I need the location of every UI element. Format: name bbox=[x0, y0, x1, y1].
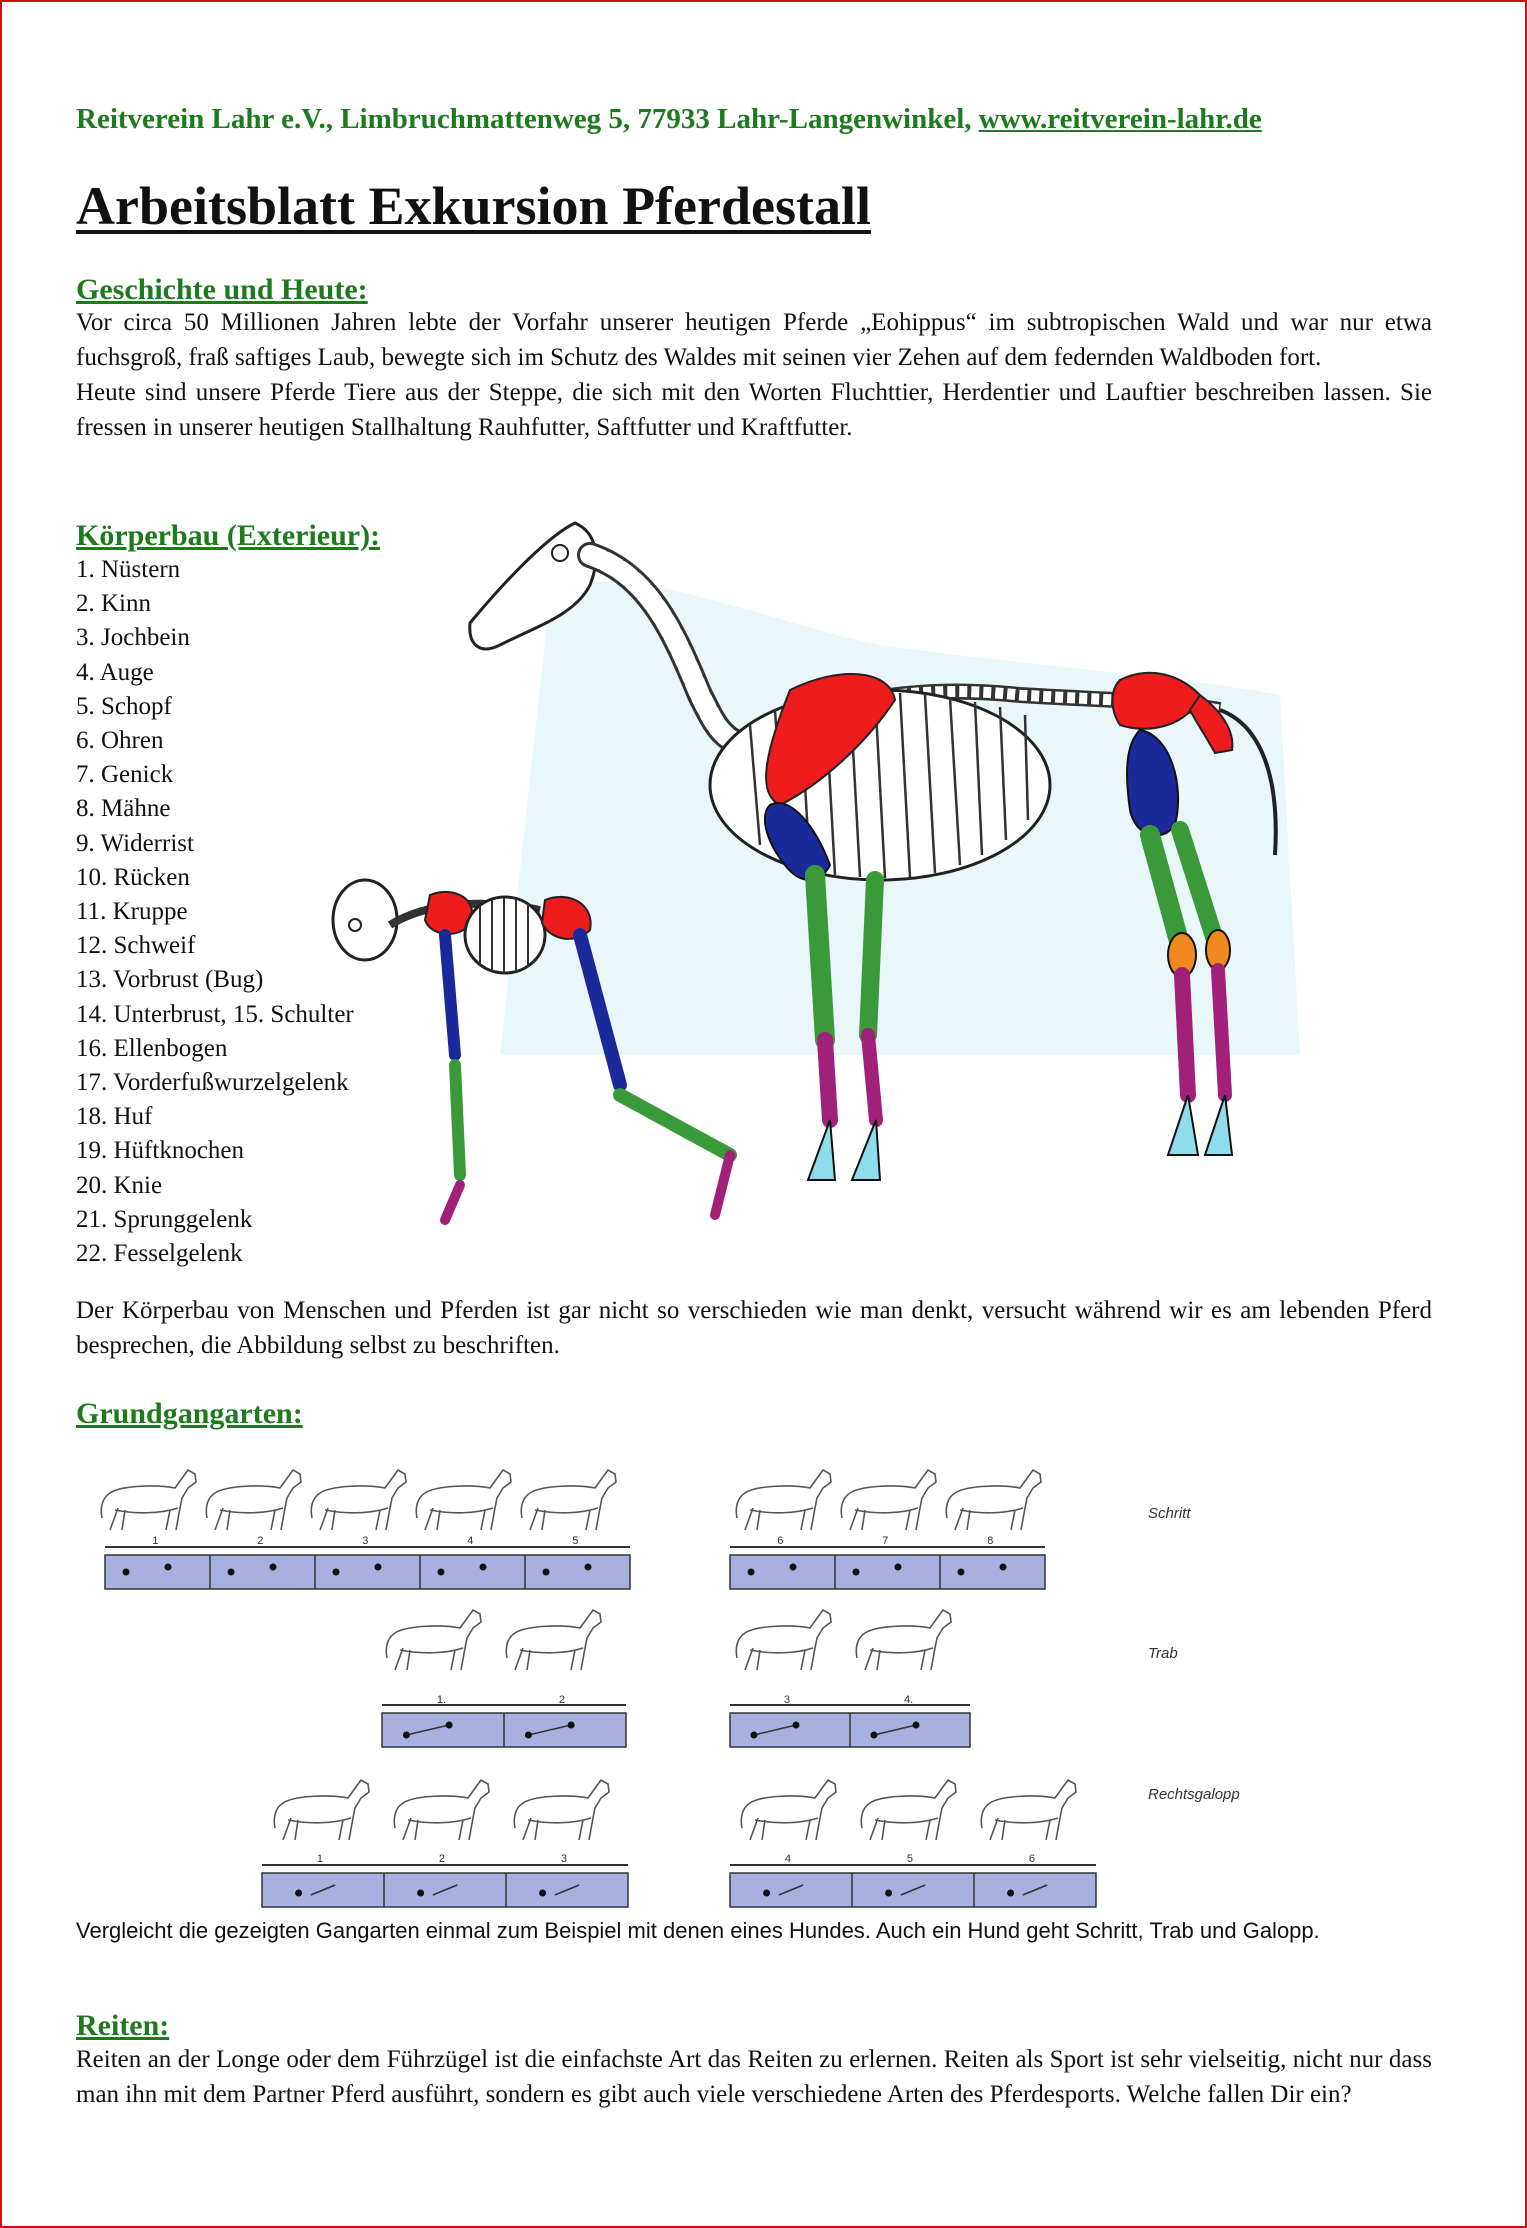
gait-frame-number: 3 bbox=[784, 1694, 791, 1706]
gait-frame-number: 8 bbox=[987, 1535, 994, 1547]
horse-front-hoof-2 bbox=[852, 1120, 880, 1180]
anatomy-item: 17. Vorderfußwurzelgelenk bbox=[76, 1069, 349, 1097]
horse-gait-figure bbox=[841, 1470, 936, 1530]
footfall-dot bbox=[885, 1890, 892, 1897]
gait-frame-number: 2 bbox=[438, 1853, 446, 1865]
horse-front-forearm bbox=[815, 875, 825, 1040]
anatomy-list bbox=[76, 553, 354, 1271]
footfall-dot bbox=[585, 1564, 592, 1571]
footfall-dot bbox=[403, 1732, 410, 1739]
anatomy-item: 5. Schopf bbox=[76, 692, 172, 720]
footfall-dot bbox=[417, 1890, 424, 1897]
horse-gait-figure bbox=[981, 1780, 1076, 1840]
human-foot bbox=[715, 1155, 730, 1215]
gait-frame-number: 5 bbox=[572, 1535, 579, 1547]
footfall-dot bbox=[333, 1569, 340, 1576]
gait-frame-number: 2 bbox=[257, 1535, 264, 1547]
footfall-dot bbox=[228, 1569, 235, 1576]
anatomy-item: 16. Ellenbogen bbox=[76, 1034, 228, 1062]
footfall-strip bbox=[105, 1555, 630, 1589]
anatomy-item: 11. Kruppe bbox=[76, 898, 188, 926]
horse-gait-figure bbox=[506, 1610, 601, 1670]
gait-frame-number: 7 bbox=[882, 1535, 889, 1547]
horse-gait-figure bbox=[736, 1470, 831, 1530]
gaits-note: Vergleicht die gezeigten Gangarten einmal zum Beispiel mit denen eines Hundes. Auch ein Hund geht Schritt, Trab und Galopp. bbox=[76, 1918, 1320, 1943]
horse-gait-figure bbox=[206, 1470, 301, 1530]
horse-gait-figure bbox=[741, 1780, 836, 1840]
footfall-dot bbox=[913, 1722, 920, 1729]
horse-front-hoof bbox=[808, 1120, 835, 1180]
footfall-dot bbox=[1007, 1890, 1014, 1897]
anatomy-item: 2. Kinn bbox=[76, 590, 151, 618]
anatomy-item: 18. Huf bbox=[76, 1103, 153, 1131]
gait-frame-number: 4 bbox=[467, 1535, 474, 1547]
footfall-dot bbox=[853, 1569, 860, 1576]
horse-gait-figure bbox=[274, 1780, 369, 1840]
history-paragraph-2: Heute sind unsere Pferde Tiere aus der Steppe, die sich mit den Worten Fluchttier, Herdentier und Lauftier beschreiben lassen. Sie fressen in unserer heutigen Stallhaltung Rauhfutter, Saftfutter und Kraftfutter. bbox=[76, 379, 1432, 441]
anatomy-item: 9. Widerrist bbox=[76, 829, 194, 857]
gait-frame-number: 4 bbox=[784, 1853, 792, 1865]
anatomy-item: 10. Rücken bbox=[76, 863, 190, 891]
footfall-dot bbox=[123, 1569, 130, 1576]
horse-gait-figure bbox=[101, 1470, 196, 1530]
footfall-dot bbox=[375, 1564, 382, 1571]
gait-label-walk: Schritt bbox=[1148, 1505, 1191, 1522]
human-upper-arm bbox=[445, 935, 455, 1055]
human-hand bbox=[445, 1185, 460, 1220]
gait-frame-number: 6 bbox=[777, 1535, 784, 1547]
footfall-dot bbox=[438, 1569, 445, 1576]
horse-front-forearm-2 bbox=[868, 880, 875, 1035]
horse-gait-figure bbox=[311, 1470, 406, 1530]
horse-skeleton bbox=[470, 523, 1300, 1180]
gait-frame-number: 3 bbox=[362, 1535, 369, 1547]
footfall-dot bbox=[748, 1569, 755, 1576]
footfall-strip bbox=[730, 1555, 1045, 1589]
gait-frame-number: 1. bbox=[436, 1694, 447, 1706]
horse-gait-figure bbox=[946, 1470, 1041, 1530]
horse-gait-figure bbox=[394, 1780, 489, 1840]
riding-text: Reiten an der Longe oder dem Führzügel ist die einfachste Art das Reiten zu erlernen. Reiten als Sport ist sehr vielseitig, nicht nur dass man ihn mit dem Partner Pferd ausführt, sondern es gibt auch viele verschiedene Arten des Pferdesports. Welche fallen Dir ein? bbox=[76, 2046, 1432, 2108]
human-skull bbox=[333, 880, 397, 960]
skeleton-illustration bbox=[320, 495, 1370, 1235]
gait-frame-number: 2 bbox=[558, 1694, 566, 1706]
footfall-dot bbox=[165, 1564, 172, 1571]
footfall-dot bbox=[568, 1722, 575, 1729]
footfall-dot bbox=[543, 1569, 550, 1576]
club-website-link[interactable]: www.reitverein-lahr.de bbox=[978, 103, 1262, 135]
human-shin bbox=[620, 1095, 730, 1155]
page-title: Arbeitsblatt Exkursion Pferdestall bbox=[76, 176, 871, 236]
club-header bbox=[76, 103, 1262, 136]
human-forearm bbox=[455, 1065, 460, 1175]
history-paragraph-1: Vor circa 50 Millionen Jahren lebte der Vorfahr unserer heutigen Pferde „Eohippus“ im subtropischen Wald und war nur etwa fuchsgroß, fraß saftiges Laub, bewegte sich im Schutz des Waldes mit seinen vier Zehen auf dem federnden Waldboden fort. bbox=[76, 309, 1432, 371]
anatomy-item: 20. Knie bbox=[76, 1171, 163, 1199]
riding-heading: Reiten: bbox=[76, 2009, 170, 2042]
footfall-dot bbox=[480, 1564, 487, 1571]
anatomy-item: 21. Sprunggelenk bbox=[76, 1205, 253, 1233]
horse-hind-hoof bbox=[1168, 1095, 1198, 1155]
anatomy-item: 4. Auge bbox=[76, 658, 154, 686]
horse-hind-hoof-2 bbox=[1205, 1095, 1232, 1155]
footfall-dot bbox=[958, 1569, 965, 1576]
horse-gait-figure bbox=[416, 1470, 511, 1530]
anatomy-item: 13. Vorbrust (Bug) bbox=[76, 966, 264, 994]
footfall-dot bbox=[539, 1890, 546, 1897]
gait-label-gallop: Rechtsgalopp bbox=[1148, 1786, 1240, 1803]
footfall-dot bbox=[895, 1564, 902, 1571]
horse-hind-cannon bbox=[1182, 975, 1188, 1095]
gait-frame-number: 1 bbox=[316, 1853, 324, 1865]
horse-front-cannon bbox=[825, 1040, 830, 1120]
anatomy-item: 7. Genick bbox=[76, 761, 174, 789]
anatomy-item: 14. Unterbrust, 15. Schulter bbox=[76, 1000, 354, 1028]
anatomy-heading: Körperbau (Exterieur): bbox=[76, 519, 381, 552]
anatomy-item: 22. Fesselgelenk bbox=[76, 1240, 243, 1268]
anatomy-note: Der Körperbau von Menschen und Pferden ist gar nicht so verschieden wie man denkt, versucht während wir es am lebenden Pferd besprechen, die Abbildung selbst zu beschriften. bbox=[76, 1297, 1432, 1359]
footfall-dot bbox=[763, 1890, 770, 1897]
footfall-dot bbox=[525, 1732, 532, 1739]
gaits-illustration bbox=[95, 1448, 1195, 1918]
horse-gait-figure bbox=[514, 1780, 609, 1840]
horse-front-cannon-2 bbox=[868, 1035, 876, 1120]
footfall-dot bbox=[1000, 1564, 1007, 1571]
footfall-dot bbox=[793, 1722, 800, 1729]
gaits-heading: Grundgangarten: bbox=[76, 1397, 303, 1430]
gait-frame-number: 4. bbox=[904, 1694, 914, 1706]
anatomy-item: 8. Mähne bbox=[76, 795, 171, 823]
horse-gait-figure bbox=[521, 1470, 616, 1530]
footfall-dot bbox=[790, 1564, 797, 1571]
footfall-dot bbox=[871, 1732, 878, 1739]
anatomy-item: 3. Jochbein bbox=[76, 624, 190, 652]
gait-frame-number: 1 bbox=[152, 1535, 159, 1547]
anatomy-item: 19. Hüftknochen bbox=[76, 1137, 245, 1165]
horse-gait-figure bbox=[386, 1610, 481, 1670]
anatomy-item: 6. Ohren bbox=[76, 727, 164, 755]
gait-frame-number: 3 bbox=[560, 1853, 568, 1865]
horse-gait-figure bbox=[856, 1610, 951, 1670]
footfall-dot bbox=[751, 1732, 758, 1739]
gait-label-trot: Trab bbox=[1148, 1645, 1178, 1662]
horse-gait-figure bbox=[861, 1780, 956, 1840]
horse-hind-cannon-2 bbox=[1218, 970, 1225, 1095]
anatomy-item: 12. Schweif bbox=[76, 932, 196, 960]
gait-frame-number: 6 bbox=[1028, 1853, 1036, 1865]
anatomy-item: 1. Nüstern bbox=[76, 556, 181, 583]
footfall-dot bbox=[295, 1890, 302, 1897]
footfall-dot bbox=[270, 1564, 277, 1571]
history-heading: Geschichte und Heute: bbox=[76, 273, 368, 306]
club-address: Reitverein Lahr e.V., Limbruchmattenweg 5, 77933 Lahr-Langenwinkel, bbox=[76, 103, 979, 135]
footfall-dot bbox=[446, 1722, 453, 1729]
horse-gait-figure bbox=[736, 1610, 831, 1670]
gait-frame-number: 5 bbox=[906, 1853, 914, 1865]
history-text bbox=[76, 305, 1432, 445]
